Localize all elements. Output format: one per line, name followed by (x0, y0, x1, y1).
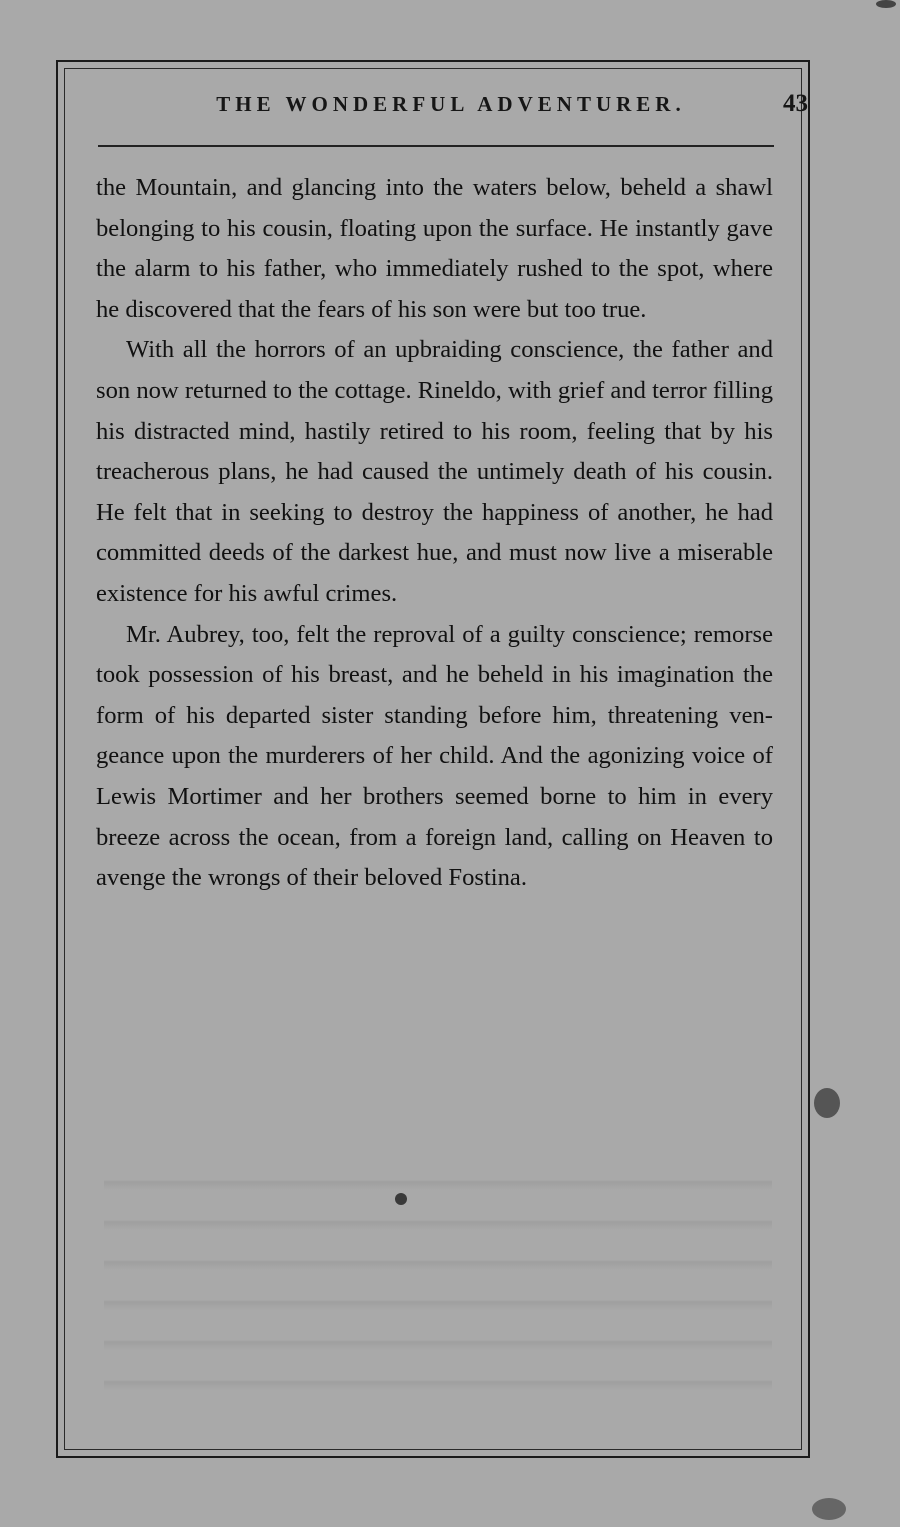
ink-speck (812, 1498, 846, 1520)
paragraph-3: Mr. Aubrey, too, felt the reproval of a guilty conscience; remorse took possession of his breast, and he beheld in his imagination the form of his departed sister standing before him, threatening vengeance upon the murderers of her child. And the agonizing voice of Lewis Mortimer and her brothers seemed borne to him in every breeze across the ocean, from a foreign land, calling on Heaven to avenge the wrongs of their beloved Fostina. (96, 620, 773, 892)
paragraph-1: the Mountain, and glancing into the waters below, beheld a shawl belonging to his cousin, floating upon the surface. He instantly gave the alarm to his father, who immediately rushed to the spot, where he discovered that the fears of his son were but too true. (96, 174, 773, 323)
running-title: THE WONDERFUL ADVENTURER. (216, 92, 686, 116)
page-number: 43 (783, 90, 808, 117)
paragraph-2: With all the horrors of an upbraiding conscience, the father and son now returned to the cottage. Rineldo, with grief and terror filling his distracted mind, hastily retired to his room, feeling that by his treacherous plans, he had caused the untimely death of his cousin. He felt that in seeking to destroy the happiness of another, he had committed deeds of the darkest hue, and must now live a miserable existence for his awful crimes. (96, 336, 773, 607)
bleed-through-area (104, 1150, 772, 1400)
ink-speck (395, 1193, 407, 1205)
running-head (96, 92, 806, 122)
body-text (96, 168, 773, 899)
header-rule (98, 145, 774, 147)
ink-speck (814, 1088, 840, 1118)
ink-speck (876, 0, 896, 8)
